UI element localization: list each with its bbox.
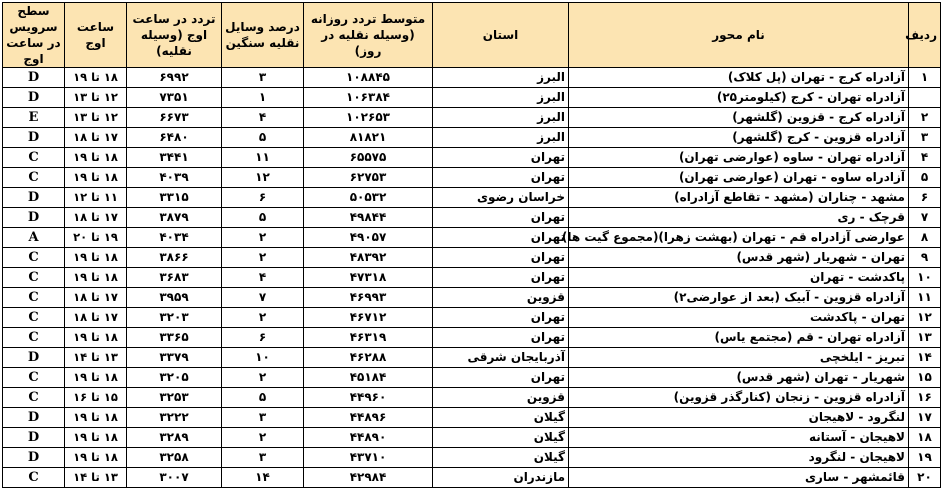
province-cell: البرز — [433, 68, 569, 88]
heavy-percent-cell: ۱۲ — [222, 168, 304, 188]
daily-traffic-cell: ۱۰۶۳۸۴ — [304, 88, 433, 108]
peak-traffic-cell: ۷۳۵۱ — [127, 88, 222, 108]
table-row — [3, 208, 941, 228]
daily-traffic-cell: ۴۶۹۹۳ — [304, 288, 433, 308]
service-level-cell: D — [3, 348, 65, 368]
route-name-cell: آزادراه تهران - کرج (کیلومتر۲۵) — [569, 88, 909, 108]
peak-traffic-cell: ۳۰۰۷ — [127, 468, 222, 488]
peak-hour-cell: ۱۷ تا ۱۸ — [65, 208, 127, 228]
route-name-cell: مشهد - چناران (مشهد - تقاطع آزادراه) — [569, 188, 909, 208]
peak-traffic-cell: ۳۲۲۲ — [127, 408, 222, 428]
header-province: استان — [433, 3, 569, 68]
row-number-cell: ۴ — [909, 148, 941, 168]
peak-hour-cell: ۱۳ تا ۱۴ — [65, 348, 127, 368]
peak-traffic-cell: ۳۲۸۹ — [127, 428, 222, 448]
row-number-cell: ۵ — [909, 168, 941, 188]
table-row — [3, 68, 941, 88]
row-number-cell: ۷ — [909, 208, 941, 228]
heavy-percent-cell: ۱ — [222, 88, 304, 108]
peak-traffic-cell: ۴۰۳۹ — [127, 168, 222, 188]
service-level-cell: A — [3, 228, 65, 248]
province-cell: البرز — [433, 88, 569, 108]
province-cell: تهران — [433, 248, 569, 268]
table-row — [3, 168, 941, 188]
table-row — [3, 188, 941, 208]
peak-traffic-cell: ۳۲۵۳ — [127, 388, 222, 408]
row-number-cell: ۸ — [909, 228, 941, 248]
heavy-percent-cell: ۳ — [222, 68, 304, 88]
table-row — [3, 108, 941, 128]
peak-traffic-cell: ۶۶۷۳ — [127, 108, 222, 128]
daily-traffic-cell: ۴۶۲۸۸ — [304, 348, 433, 368]
table-row — [3, 288, 941, 308]
route-name-cell: لنگرود - لاهیجان — [569, 408, 909, 428]
peak-traffic-cell: ۴۰۳۴ — [127, 228, 222, 248]
row-number-cell: ۲ — [909, 108, 941, 128]
row-number-cell: ۳ — [909, 128, 941, 148]
peak-traffic-cell: ۳۹۵۹ — [127, 288, 222, 308]
row-number-cell — [909, 88, 941, 108]
peak-hour-cell: ۱۹ تا ۲۰ — [65, 228, 127, 248]
daily-traffic-cell: ۴۶۷۱۲ — [304, 308, 433, 328]
daily-traffic-cell: ۵۰۵۳۲ — [304, 188, 433, 208]
header-route: نام محور — [569, 3, 909, 68]
daily-traffic-cell: ۴۷۳۱۸ — [304, 268, 433, 288]
table-row — [3, 248, 941, 268]
peak-traffic-cell: ۳۲۵۸ — [127, 448, 222, 468]
peak-traffic-cell: ۶۹۹۲ — [127, 68, 222, 88]
peak-hour-cell: ۱۸ تا ۱۹ — [65, 148, 127, 168]
table-row — [3, 388, 941, 408]
route-name-cell: شهریار - تهران (شهر قدس) — [569, 368, 909, 388]
peak-traffic-cell: ۳۶۸۳ — [127, 268, 222, 288]
table-row — [3, 268, 941, 288]
service-level-cell: D — [3, 208, 65, 228]
heavy-percent-cell: ۴ — [222, 268, 304, 288]
route-name-cell: آزادراه کرج - قزوین (گلشهر) — [569, 108, 909, 128]
row-number-cell: ۱۰ — [909, 268, 941, 288]
route-name-cell: آزادراه قزوین - آبیک (بعد از عوارضی۲) — [569, 288, 909, 308]
daily-traffic-cell: ۴۹۸۴۴ — [304, 208, 433, 228]
peak-traffic-cell: ۳۸۷۹ — [127, 208, 222, 228]
traffic-table — [2, 2, 941, 488]
daily-traffic-cell: ۴۶۳۱۹ — [304, 328, 433, 348]
peak-traffic-cell: ۳۳۷۹ — [127, 348, 222, 368]
heavy-percent-cell: ۵ — [222, 388, 304, 408]
province-cell: تهران — [433, 268, 569, 288]
heavy-percent-cell: ۲ — [222, 308, 304, 328]
peak-hour-cell: ۱۸ تا ۱۹ — [65, 248, 127, 268]
heavy-percent-cell: ۶ — [222, 188, 304, 208]
service-level-cell: C — [3, 268, 65, 288]
province-cell: قزوین — [433, 388, 569, 408]
daily-traffic-cell: ۴۸۳۹۲ — [304, 248, 433, 268]
header-traffic: متوسط تردد روزانه (وسیله نقلیه در روز) — [304, 3, 433, 68]
province-cell: خراسان رضوی — [433, 188, 569, 208]
peak-hour-cell: ۱۸ تا ۱۹ — [65, 168, 127, 188]
route-name-cell: لاهیجان - لنگرود — [569, 448, 909, 468]
province-cell: تهران — [433, 328, 569, 348]
heavy-percent-cell: ۲ — [222, 368, 304, 388]
peak-traffic-cell: ۳۴۴۱ — [127, 148, 222, 168]
province-cell: تهران — [433, 308, 569, 328]
peak-hour-cell: ۱۸ تا ۱۹ — [65, 368, 127, 388]
table-row — [3, 88, 941, 108]
route-name-cell: تبریز - ایلخچی — [569, 348, 909, 368]
peak-hour-cell: ۱۸ تا ۱۹ — [65, 68, 127, 88]
service-level-cell: C — [3, 308, 65, 328]
daily-traffic-cell: ۱۰۸۸۴۵ — [304, 68, 433, 88]
peak-hour-cell: ۱۳ تا ۱۴ — [65, 468, 127, 488]
daily-traffic-cell: ۴۴۸۹۶ — [304, 408, 433, 428]
service-level-cell: C — [3, 328, 65, 348]
daily-traffic-cell: ۱۰۲۶۵۳ — [304, 108, 433, 128]
province-cell: البرز — [433, 128, 569, 148]
heavy-percent-cell: ۱۰ — [222, 348, 304, 368]
route-name-cell: قائمشهر - ساری — [569, 468, 909, 488]
daily-traffic-cell: ۶۵۵۷۵ — [304, 148, 433, 168]
header-heavy: درصد وسایل نقلیه سنگین — [222, 3, 304, 68]
table-row — [3, 408, 941, 428]
service-level-cell: D — [3, 188, 65, 208]
peak-traffic-cell: ۳۲۰۵ — [127, 368, 222, 388]
peak-hour-cell: ۱۷ تا ۱۸ — [65, 128, 127, 148]
service-level-cell: C — [3, 168, 65, 188]
peak-traffic-cell: ۳۸۶۶ — [127, 248, 222, 268]
table-row — [3, 428, 941, 448]
route-name-cell: لاهیجان - آستانه — [569, 428, 909, 448]
service-level-cell: D — [3, 68, 65, 88]
table-row — [3, 348, 941, 368]
province-cell: قزوین — [433, 288, 569, 308]
route-name-cell: عوارضی آزادراه قم - تهران (بهشت زهرا)(مجموع گیت ها) — [569, 228, 909, 248]
table-row — [3, 328, 941, 348]
table-row — [3, 148, 941, 168]
route-name-cell: تهران - پاکدشت — [569, 308, 909, 328]
service-level-cell: D — [3, 88, 65, 108]
province-cell: تهران — [433, 228, 569, 248]
daily-traffic-cell: ۴۳۷۱۰ — [304, 448, 433, 468]
province-cell: گیلان — [433, 448, 569, 468]
heavy-percent-cell: ۱۱ — [222, 148, 304, 168]
province-cell: مازندران — [433, 468, 569, 488]
peak-traffic-cell: ۳۳۱۵ — [127, 188, 222, 208]
service-level-cell: D — [3, 408, 65, 428]
daily-traffic-cell: ۴۴۸۹۰ — [304, 428, 433, 448]
service-level-cell: C — [3, 148, 65, 168]
heavy-percent-cell: ۱۴ — [222, 468, 304, 488]
row-number-cell: ۱۶ — [909, 388, 941, 408]
table-row — [3, 448, 941, 468]
route-name-cell: پاکدشت - تهران — [569, 268, 909, 288]
province-cell: گیلان — [433, 408, 569, 428]
daily-traffic-cell: ۶۲۷۵۳ — [304, 168, 433, 188]
row-number-cell: ۱۱ — [909, 288, 941, 308]
header-row — [3, 3, 941, 68]
header-los: سطح سرویس در ساعت اوج — [3, 3, 65, 68]
peak-hour-cell: ۱۷ تا ۱۸ — [65, 288, 127, 308]
service-level-cell: E — [3, 108, 65, 128]
route-name-cell: تهران - شهریار (شهر قدس) — [569, 248, 909, 268]
service-level-cell: C — [3, 468, 65, 488]
heavy-percent-cell: ۶ — [222, 328, 304, 348]
service-level-cell: D — [3, 448, 65, 468]
row-number-cell: ۱ — [909, 68, 941, 88]
daily-traffic-cell: ۴۴۹۶۰ — [304, 388, 433, 408]
row-number-cell: ۱۴ — [909, 348, 941, 368]
service-level-cell: C — [3, 248, 65, 268]
service-level-cell: D — [3, 128, 65, 148]
route-name-cell: آزادراه کرج - تهران (پل کلاک) — [569, 68, 909, 88]
route-name-cell: آزادراه قزوین - کرج (گلشهر) — [569, 128, 909, 148]
table-body — [3, 68, 941, 488]
route-name-cell: قرچک - ری — [569, 208, 909, 228]
daily-traffic-cell: ۴۹۰۵۷ — [304, 228, 433, 248]
peak-hour-cell: ۱۵ تا ۱۶ — [65, 388, 127, 408]
header-num: ردیف — [909, 3, 941, 68]
row-number-cell: ۱۳ — [909, 328, 941, 348]
peak-hour-cell: ۱۸ تا ۱۹ — [65, 268, 127, 288]
province-cell: تهران — [433, 148, 569, 168]
peak-hour-cell: ۱۸ تا ۱۹ — [65, 408, 127, 428]
route-name-cell: آزادراه ساوه - تهران (عوارضی تهران) — [569, 168, 909, 188]
service-level-cell: C — [3, 288, 65, 308]
heavy-percent-cell: ۷ — [222, 288, 304, 308]
table-row — [3, 128, 941, 148]
heavy-percent-cell: ۲ — [222, 428, 304, 448]
row-number-cell: ۹ — [909, 248, 941, 268]
peak-traffic-cell: ۳۳۶۵ — [127, 328, 222, 348]
province-cell: تهران — [433, 368, 569, 388]
heavy-percent-cell: ۵ — [222, 208, 304, 228]
province-cell: آذربایجان شرقی — [433, 348, 569, 368]
header-peak-hour: ساعت اوج — [65, 3, 127, 68]
heavy-percent-cell: ۳ — [222, 448, 304, 468]
heavy-percent-cell: ۲ — [222, 248, 304, 268]
row-number-cell: ۲۰ — [909, 468, 941, 488]
heavy-percent-cell: ۳ — [222, 408, 304, 428]
route-name-cell: آزادراه قزوین - زنجان (کنارگذر قزوین) — [569, 388, 909, 408]
table-row — [3, 468, 941, 488]
province-cell: تهران — [433, 208, 569, 228]
peak-traffic-cell: ۳۲۰۳ — [127, 308, 222, 328]
route-name-cell: آزادراه تهران - قم (مجتمع یاس) — [569, 328, 909, 348]
peak-hour-cell: ۱۷ تا ۱۸ — [65, 308, 127, 328]
table-row — [3, 308, 941, 328]
peak-hour-cell: ۱۸ تا ۱۹ — [65, 328, 127, 348]
province-cell: البرز — [433, 108, 569, 128]
heavy-percent-cell: ۲ — [222, 228, 304, 248]
daily-traffic-cell: ۴۲۹۸۴ — [304, 468, 433, 488]
row-number-cell: ۱۸ — [909, 428, 941, 448]
service-level-cell: C — [3, 368, 65, 388]
service-level-cell: D — [3, 428, 65, 448]
header-peak-traffic: تردد در ساعت اوج (وسیله نقلیه) — [127, 3, 222, 68]
daily-traffic-cell: ۴۵۱۸۴ — [304, 368, 433, 388]
peak-hour-cell: ۱۲ تا ۱۳ — [65, 108, 127, 128]
heavy-percent-cell: ۵ — [222, 128, 304, 148]
table-row — [3, 368, 941, 388]
row-number-cell: ۱۲ — [909, 308, 941, 328]
row-number-cell: ۱۹ — [909, 448, 941, 468]
route-name-cell: آزادراه تهران - ساوه (عوارضی تهران) — [569, 148, 909, 168]
peak-hour-cell: ۱۲ تا ۱۳ — [65, 88, 127, 108]
row-number-cell: ۶ — [909, 188, 941, 208]
service-level-cell: C — [3, 388, 65, 408]
peak-hour-cell: ۱۸ تا ۱۹ — [65, 448, 127, 468]
province-cell: گیلان — [433, 428, 569, 448]
province-cell: تهران — [433, 168, 569, 188]
table-row — [3, 228, 941, 248]
row-number-cell: ۱۷ — [909, 408, 941, 428]
peak-traffic-cell: ۶۴۸۰ — [127, 128, 222, 148]
daily-traffic-cell: ۸۱۸۲۱ — [304, 128, 433, 148]
heavy-percent-cell: ۴ — [222, 108, 304, 128]
peak-hour-cell: ۱۸ تا ۱۹ — [65, 428, 127, 448]
row-number-cell: ۱۵ — [909, 368, 941, 388]
peak-hour-cell: ۱۱ تا ۱۲ — [65, 188, 127, 208]
